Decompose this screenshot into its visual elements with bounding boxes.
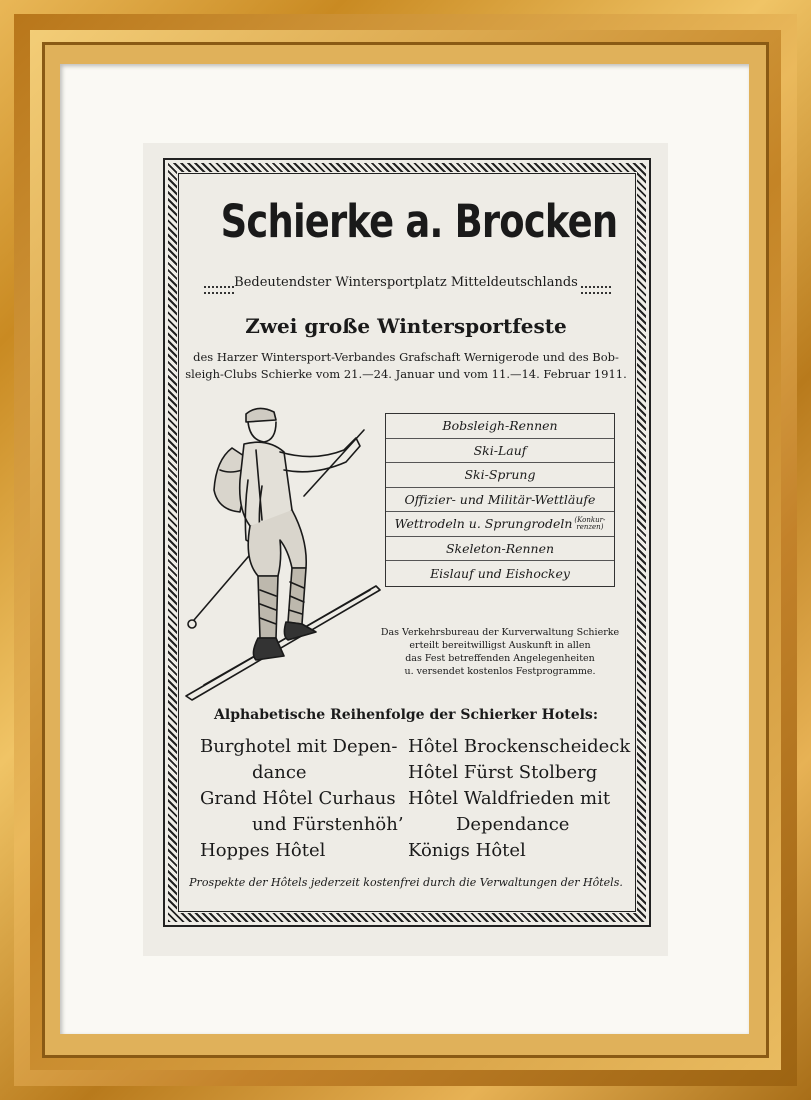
event-item [386, 414, 614, 439]
poster-title: Schierke a. Brocken [220, 195, 618, 248]
poster-subtitle: Bedeutendster Wintersportplatz Mitteldeutschlands [234, 275, 578, 290]
hotels-column-left [200, 734, 404, 864]
event-note: (Konkur- renzen) [574, 515, 606, 531]
info-line: erteilt bereitwilligst Auskunft in allen [409, 640, 591, 651]
event-label: Offizier- und Militär-Wettläufe [404, 491, 596, 507]
event-item [386, 512, 614, 537]
skier-illustration [184, 400, 384, 705]
hotels-column-right [408, 734, 630, 864]
event-item [386, 439, 614, 464]
event-label: Eislauf und Eishockey [430, 565, 570, 581]
intro-line-1: des Harzer Wintersport-Verbandes Grafschaft Wernigerode und des Bob- [193, 350, 619, 364]
event-item [386, 561, 614, 586]
hotel-entry: Königs Hôtel [408, 840, 526, 861]
hotel-entry-continued: und Fürstenhöh’ [252, 814, 404, 835]
subtitle-ornament-right [581, 286, 611, 294]
event-item [386, 537, 614, 562]
info-line: das Fest betreffenden Angelegenheiten [405, 653, 595, 664]
poster-footer: Prospekte der Hôtels jederzeit kostenfrei durch die Verwaltungen der Hôtels. [189, 876, 623, 889]
hotel-entry-continued: Dependance [456, 814, 570, 835]
event-item [386, 488, 614, 513]
hotel-entry-continued: dance [252, 762, 307, 783]
hotels-heading: Alphabetische Reihenfolge der Schierker Hotels: [214, 707, 598, 723]
event-label: Wettrodeln u. Sprungrodeln [394, 516, 573, 532]
event-heading: Zwei große Wintersportfeste [245, 314, 567, 338]
info-paragraph [375, 626, 625, 678]
hotel-entry: Hoppes Hôtel [200, 840, 326, 861]
event-label: Ski-Lauf [473, 442, 527, 458]
hotel-entry: Grand Hôtel Curhaus [200, 788, 396, 809]
info-line: Das Verkehrsbureau der Kurverwaltung Schierke [380, 627, 620, 638]
event-label: Ski-Sprung [464, 467, 536, 483]
info-line: u. versendet kostenlos Festprogramme. [404, 666, 596, 677]
hotel-entry: Hôtel Fürst Stolberg [408, 762, 598, 783]
event-item [386, 463, 614, 488]
intro-line-2: sleigh-Clubs Schierke vom 21.—24. Januar und vom 11.—14. Februar 1911. [185, 367, 627, 381]
hotel-entry: Burghotel mit Depen- [200, 736, 398, 757]
hotel-entry: Hôtel Waldfrieden mit [408, 788, 611, 809]
event-label: Skeleton-Rennen [445, 540, 555, 556]
event-list-box [385, 413, 615, 587]
hotel-entry: Hôtel Brockenscheideck [408, 736, 631, 757]
event-label: Bobsleigh-Rennen [442, 418, 558, 434]
